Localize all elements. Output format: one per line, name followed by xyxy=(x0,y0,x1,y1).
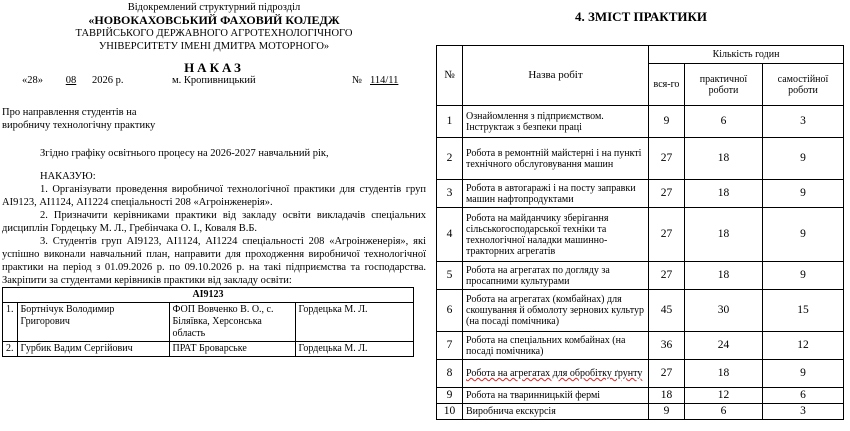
row-independent: 3 xyxy=(763,404,844,420)
row-independent: 15 xyxy=(763,290,844,332)
table-header-row xyxy=(437,46,844,64)
row-work-name: Робота на спеціальних комбайнах (на посаді помічника) xyxy=(463,332,649,360)
order-date-day: «28» xyxy=(22,75,43,86)
row-number: 7 xyxy=(437,332,463,360)
row-total: 27 xyxy=(649,262,685,290)
row-independent: 9 xyxy=(763,138,844,180)
student-number: 1. xyxy=(3,303,18,342)
col-header-total: вся-го xyxy=(649,64,685,106)
order-place: м. Кропивницький xyxy=(172,75,256,86)
row-practical: 6 xyxy=(685,404,763,420)
order-title: НАКАЗ xyxy=(184,60,244,75)
row-practical: 18 xyxy=(685,208,763,262)
col-header-name: Назва робіт xyxy=(463,46,649,106)
institution-line-1: Відокремлений структурний підрозділ xyxy=(127,2,301,13)
student-company: ПРАТ Броварське xyxy=(169,342,295,357)
row-work-name: Робота на майданчику зберігання сільськогосподарської техніки та технологічної наладки машинно-тракторних агрегатів xyxy=(463,208,649,262)
table-row xyxy=(437,180,844,208)
order-date-year: 2026 р. xyxy=(92,75,124,86)
row-independent: 6 xyxy=(763,388,844,404)
row-number: 8 xyxy=(437,360,463,388)
row-work-name: Виробнича екскурсія xyxy=(463,404,649,420)
row-practical: 18 xyxy=(685,262,763,290)
row-practical: 12 xyxy=(685,388,763,404)
subject-line-2: виробничу технологічну практику xyxy=(2,120,156,131)
institution-line-2: «НОВОКАХОВСЬКИЙ ФАХОВИЙ КОЛЕДЖ xyxy=(88,13,340,27)
col-header-independent: самостійної роботи xyxy=(763,64,844,106)
row-work-name: Ознайомлення з підприємством. Інструктаж з безпеки праці xyxy=(463,106,649,138)
group-row xyxy=(3,288,414,303)
row-work-name: Робота в автогаражі і на посту заправки машин нафтопродуктами xyxy=(463,180,649,208)
row-number: 9 xyxy=(437,388,463,404)
col-header-hours: Кількість годин xyxy=(649,46,844,64)
order-item-3: 3. Студентів груп АІ9123, АІ1124, АІ1224 спеціальності 208 «Агроінженерія», які успішно виконали навчальний план, направити для проходження виробничої технологічної практики на період з 01.09.2026 р. по 09.10.2026 р. на такі підприємства та господарства. Закріпити за студентами керівників практики від закладу освіти: xyxy=(2,236,426,286)
row-work-name: Робота на тваринницькій фермі xyxy=(463,388,649,404)
table-row xyxy=(3,303,414,342)
order-basis: Згідно графіку освітнього процесу на 2026-2027 навчальний рік, xyxy=(40,148,329,159)
row-work-name: Робота на агрегатах (комбайнах) для скошування й обмолоту зернових культур (на посаді помічника) xyxy=(463,290,649,332)
order-subject xyxy=(0,106,428,132)
row-independent: 3 xyxy=(763,106,844,138)
table-row xyxy=(437,404,844,420)
row-independent: 9 xyxy=(763,208,844,262)
institution-line-3: ТАВРІЙСЬКОГО ДЕРЖАВНОГО АГРОТЕХНОЛОГІЧНОГО xyxy=(75,28,353,39)
student-supervisor: Гордецька М. Л. xyxy=(295,303,414,342)
row-number: 10 xyxy=(437,404,463,420)
row-total: 27 xyxy=(649,138,685,180)
row-independent: 9 xyxy=(763,180,844,208)
table-row xyxy=(437,388,844,404)
col-header-number: № xyxy=(437,46,463,106)
institution-line-4: УНІВЕРСИТЕТУ ІМЕНІ ДМИТРА МОТОРНОГО» xyxy=(98,41,330,52)
subject-line-1: Про направлення студентів на xyxy=(2,107,137,118)
row-total: 9 xyxy=(649,404,685,420)
row-number: 2 xyxy=(437,138,463,180)
table-row xyxy=(437,138,844,180)
row-number: 6 xyxy=(437,290,463,332)
col-header-practical: практичної роботи xyxy=(685,64,763,106)
order-item-1: 1. Організувати проведення виробничої технологічної практики для студентів груп АІ9123, АІ1124, АІ1224 спеціальності 208 «Агроінженерія». xyxy=(2,184,426,208)
row-total: 36 xyxy=(649,332,685,360)
row-total: 18 xyxy=(649,388,685,404)
row-independent: 12 xyxy=(763,332,844,360)
row-practical: 24 xyxy=(685,332,763,360)
row-total: 27 xyxy=(649,180,685,208)
content-page xyxy=(436,0,846,431)
order-item-2: 2. Призначити керівниками практики від закладу освіти викладачів спеціальних дисциплін Гордецьку М. Л., Гребінчака О. І., Коваля В.Б. xyxy=(2,210,426,234)
row-number: 5 xyxy=(437,262,463,290)
section-title: 4. ЗМІСТ ПРАКТИКИ xyxy=(574,9,708,24)
table-row xyxy=(3,342,414,357)
row-total: 9 xyxy=(649,106,685,138)
row-independent: 9 xyxy=(763,360,844,388)
row-work-name: Робота на агрегатах для обробітку ґрунту xyxy=(463,360,649,388)
row-total: 27 xyxy=(649,208,685,262)
table-row xyxy=(437,262,844,290)
student-company: ФОП Вовченко В. О., с. Біляївка, Херсонська область xyxy=(169,303,295,342)
student-name: Гурбик Вадим Сергійович xyxy=(17,342,169,357)
row-number: 1 xyxy=(437,106,463,138)
row-work-name: Робота в ремонтній майстерні і на пункті технічного обслуговування машин xyxy=(463,138,649,180)
table-row xyxy=(437,332,844,360)
order-command: НАКАЗУЮ: xyxy=(40,171,96,182)
row-practical: 6 xyxy=(685,106,763,138)
students-table xyxy=(2,287,414,357)
row-practical: 30 xyxy=(685,290,763,332)
order-number: 114/11 xyxy=(370,75,399,86)
order-number-prefix: № xyxy=(352,75,363,86)
row-work-name: Робота на агрегатах по догляду за просапними культурами xyxy=(463,262,649,290)
student-name: Бортнічук Володимир Григорович xyxy=(17,303,169,342)
row-number: 4 xyxy=(437,208,463,262)
table-row xyxy=(437,360,844,388)
row-total: 27 xyxy=(649,360,685,388)
table-row xyxy=(437,290,844,332)
row-practical: 18 xyxy=(685,180,763,208)
student-supervisor: Гордецька М. Л. xyxy=(295,342,414,357)
row-independent: 9 xyxy=(763,262,844,290)
row-practical: 18 xyxy=(685,360,763,388)
student-number: 2. xyxy=(3,342,18,357)
row-practical: 18 xyxy=(685,138,763,180)
table-row xyxy=(437,208,844,262)
practice-content-table xyxy=(436,45,844,420)
row-number: 3 xyxy=(437,180,463,208)
table-row xyxy=(437,106,844,138)
order-meta xyxy=(0,74,428,88)
group-title: АІ9123 xyxy=(3,288,414,303)
order-date-month: 08 xyxy=(65,75,77,86)
row-total: 45 xyxy=(649,290,685,332)
